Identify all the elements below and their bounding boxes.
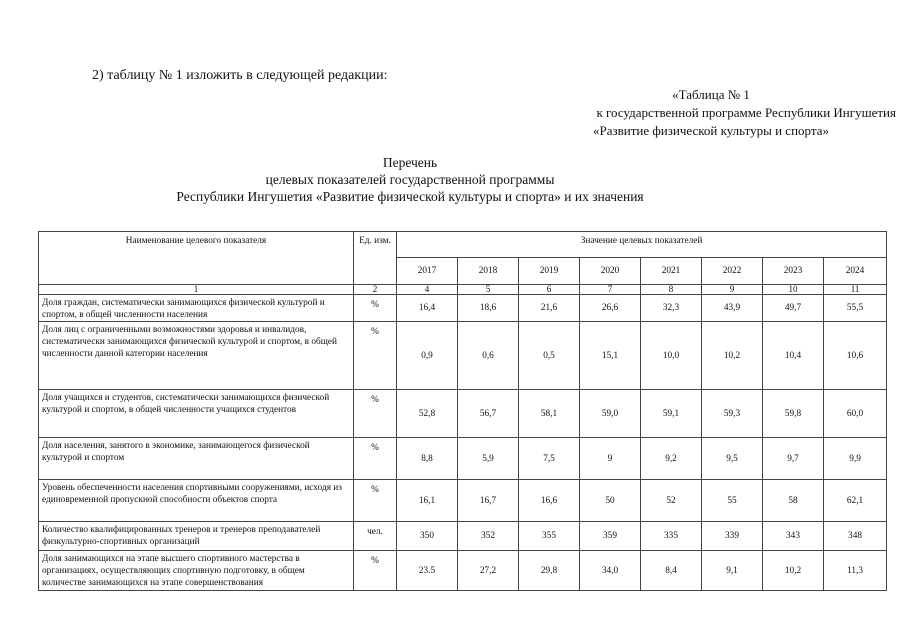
indicator-unit: %	[354, 480, 397, 522]
header-year: 2021	[641, 258, 702, 285]
title-line-1: Перечень	[382, 155, 438, 170]
column-number: 10	[763, 285, 824, 295]
column-number: 1	[39, 285, 354, 295]
indicator-value: 59,0	[580, 390, 641, 438]
indicator-value: 52	[641, 480, 702, 522]
header-year: 2022	[702, 258, 763, 285]
indicator-value: 59,1	[641, 390, 702, 438]
table-row	[39, 390, 887, 438]
amendment-intro: 2) таблицу № 1 изложить в следующей редакции:	[92, 68, 388, 83]
column-number: 9	[702, 285, 763, 295]
table-header-row	[39, 232, 887, 258]
appendix-line-1: «Таблица № 1	[672, 87, 750, 102]
indicator-value: 56,7	[458, 390, 519, 438]
appendix-header	[520, 86, 902, 140]
indicator-value: 16,4	[397, 295, 458, 322]
indicator-value: 11,3	[824, 551, 887, 591]
indicator-value: 359	[580, 522, 641, 551]
indicator-name: Доля занимающихся на этапе высшего спортивного мастерства в организациях, осуществляющих спортивную подготовку, в общем количестве занимающихся на этапе совершенствования	[39, 551, 354, 591]
header-year: 2020	[580, 258, 641, 285]
indicator-value: 34,0	[580, 551, 641, 591]
column-numbers-row	[39, 285, 887, 295]
indicator-value: 59,8	[763, 390, 824, 438]
indicator-name: Уровень обеспеченности населения спортивными сооружениями, исходя из единовременной пропускной способности объектов спорта	[39, 480, 354, 522]
indicator-value: 10,2	[702, 322, 763, 390]
indicator-unit: %	[354, 322, 397, 390]
column-number: 8	[641, 285, 702, 295]
indicator-value: 16,6	[519, 480, 580, 522]
indicator-value: 59,3	[702, 390, 763, 438]
indicator-value: 16,1	[397, 480, 458, 522]
header-year: 2018	[458, 258, 519, 285]
indicator-value: 9,7	[763, 438, 824, 480]
indicator-value: 29,8	[519, 551, 580, 591]
indicator-value: 9,1	[702, 551, 763, 591]
indicator-unit: %	[354, 295, 397, 322]
indicator-value: 350	[397, 522, 458, 551]
indicator-value: 27,2	[458, 551, 519, 591]
indicator-name: Количество квалифицированных тренеров и тренеров преподавателей физкультурно-спортивных организаций	[39, 522, 354, 551]
header-year: 2019	[519, 258, 580, 285]
column-number: 6	[519, 285, 580, 295]
indicator-value: 8,4	[641, 551, 702, 591]
indicator-value: 5,9	[458, 438, 519, 480]
indicator-value: 348	[824, 522, 887, 551]
header-year: 2023	[763, 258, 824, 285]
indicator-value: 49,7	[763, 295, 824, 322]
table-row	[39, 480, 887, 522]
indicator-value: 15,1	[580, 322, 641, 390]
indicator-value: 9	[580, 438, 641, 480]
indicator-value: 0,6	[458, 322, 519, 390]
indicator-value: 16,7	[458, 480, 519, 522]
indicator-value: 0,9	[397, 322, 458, 390]
indicator-value: 52,8	[397, 390, 458, 438]
column-number: 2	[354, 285, 397, 295]
indicator-value: 55,5	[824, 295, 887, 322]
indicator-value: 26,6	[580, 295, 641, 322]
indicator-value: 18,6	[458, 295, 519, 322]
indicator-value: 10,6	[824, 322, 887, 390]
indicator-unit: %	[354, 551, 397, 591]
indicator-value: 23.5	[397, 551, 458, 591]
indicator-value: 58	[763, 480, 824, 522]
header-indicator-name: Наименование целевого показателя	[39, 232, 354, 285]
appendix-line-3: «Развитие физической культуры и спорта»	[593, 123, 829, 138]
header-unit: Ед. изм.	[354, 232, 397, 285]
indicator-unit: %	[354, 390, 397, 438]
table-row	[39, 522, 887, 551]
column-number: 11	[824, 285, 887, 295]
table-row	[39, 551, 887, 591]
table-row	[39, 322, 887, 390]
indicator-value: 9,5	[702, 438, 763, 480]
title-line-2: целевых показателей государственной программы	[265, 172, 555, 187]
indicator-value: 355	[519, 522, 580, 551]
indicator-value: 335	[641, 522, 702, 551]
appendix-line-2: к государственной программе Республики Ингушетия	[596, 105, 896, 120]
table-row	[39, 438, 887, 480]
document-title	[30, 154, 790, 205]
title-line-3: Республики Ингушетия «Развитие физической культуры и спорта» и их значения	[176, 189, 644, 204]
column-number: 4	[397, 285, 458, 295]
indicator-name: Доля лиц с ограниченными возможностями здоровья и инвалидов, систематически занимающихся физической культурой и спортом, в общей численности данной категории населения	[39, 322, 354, 390]
column-number: 5	[458, 285, 519, 295]
header-values: Значение целевых показателей	[397, 232, 887, 258]
column-number: 7	[580, 285, 641, 295]
indicator-value: 60,0	[824, 390, 887, 438]
indicator-value: 9,9	[824, 438, 887, 480]
indicator-value: 58,1	[519, 390, 580, 438]
indicators-table	[38, 231, 887, 591]
indicator-unit: чел.	[354, 522, 397, 551]
indicator-name: Доля граждан, систематически занимающихся физической культурой и спортом, в общей численности населения	[39, 295, 354, 322]
table-row	[39, 295, 887, 322]
indicator-value: 50	[580, 480, 641, 522]
indicator-value: 10,0	[641, 322, 702, 390]
header-year: 2024	[824, 258, 887, 285]
indicator-value: 10,4	[763, 322, 824, 390]
indicator-value: 7,5	[519, 438, 580, 480]
indicator-value: 9,2	[641, 438, 702, 480]
indicator-value: 43,9	[702, 295, 763, 322]
indicator-value: 62,1	[824, 480, 887, 522]
indicator-value: 0,5	[519, 322, 580, 390]
indicator-value: 352	[458, 522, 519, 551]
indicator-unit: %	[354, 438, 397, 480]
header-year: 2017	[397, 258, 458, 285]
indicator-value: 8,8	[397, 438, 458, 480]
indicator-value: 339	[702, 522, 763, 551]
indicator-value: 10,2	[763, 551, 824, 591]
indicator-value: 343	[763, 522, 824, 551]
indicator-value: 32,3	[641, 295, 702, 322]
indicator-value: 55	[702, 480, 763, 522]
indicator-name: Доля населения, занятого в экономике, занимающегося физической культурой и спортом	[39, 438, 354, 480]
indicator-value: 21,6	[519, 295, 580, 322]
indicator-name: Доля учащихся и студентов, систематически занимающихся физической культурой и спортом, в общей численности учащихся студентов	[39, 390, 354, 438]
